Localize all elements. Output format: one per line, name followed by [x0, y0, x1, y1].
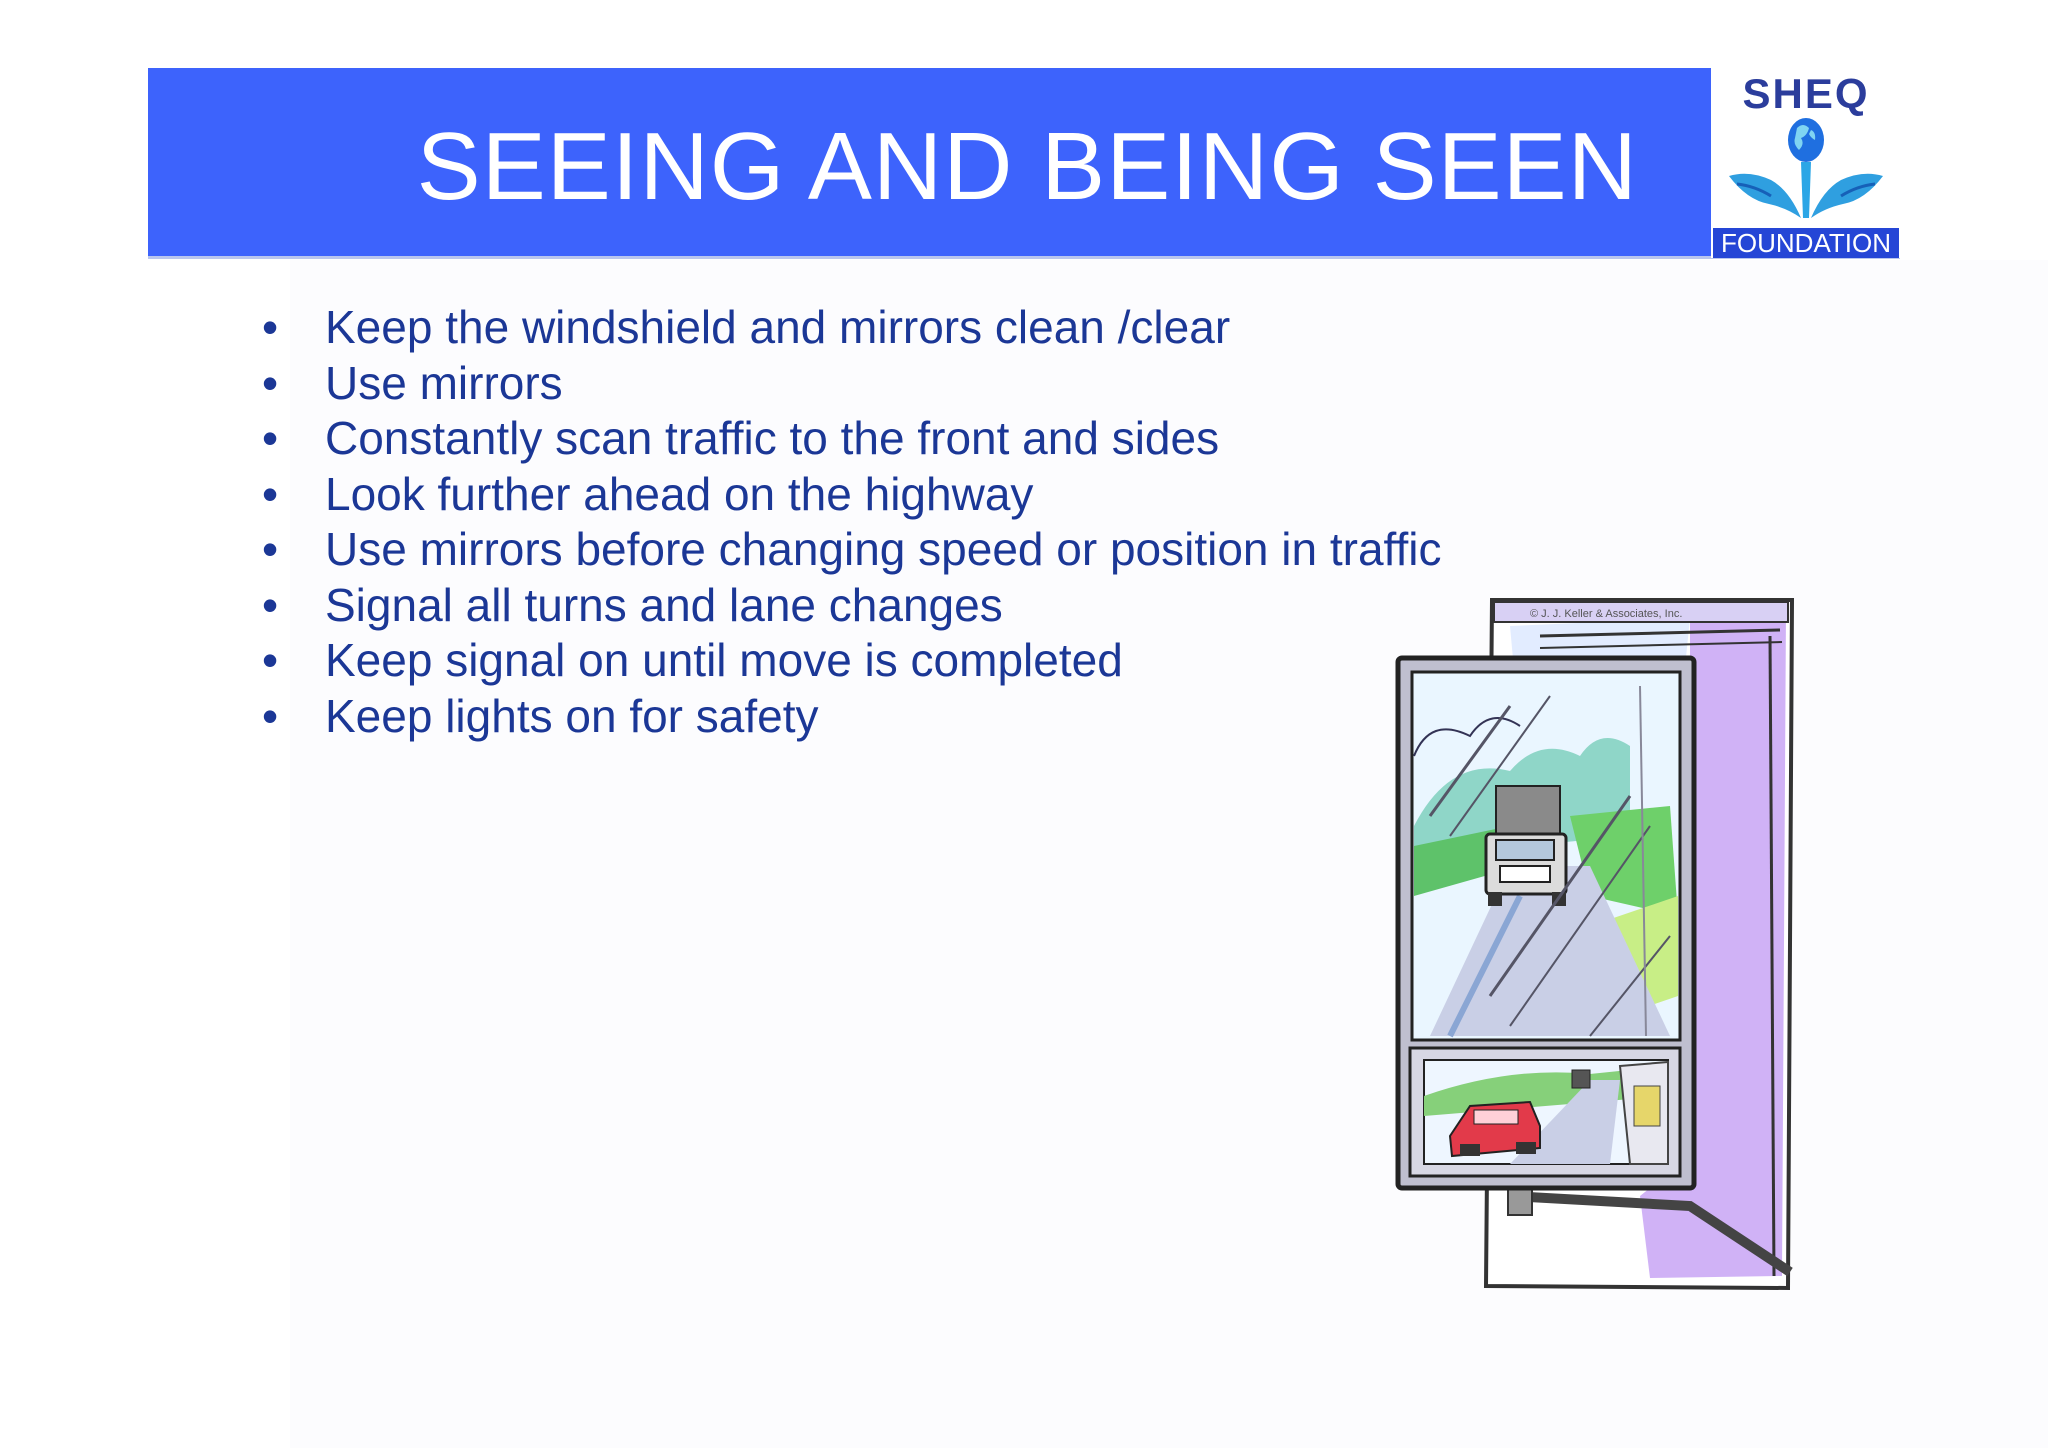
bullet-text: Signal all turns and lane changes	[325, 578, 1003, 631]
list-item	[262, 356, 1412, 412]
list-item	[262, 689, 1412, 745]
slide-title: SEEING AND BEING SEEN	[416, 113, 1638, 220]
bullet-marker: •	[262, 523, 279, 575]
list-item	[262, 411, 1412, 467]
bullet-marker: •	[262, 412, 279, 464]
bullet-list	[262, 300, 1442, 744]
bullet-text: Use mirrors before changing speed or position in traffic	[325, 523, 1442, 575]
bullet-text: Use mirrors	[325, 356, 563, 409]
bullet-marker: •	[262, 578, 279, 631]
list-item	[262, 467, 1412, 523]
bullet-marker: •	[262, 467, 279, 520]
truck-side-mirror-illustration	[1390, 596, 1800, 1296]
logo-bottom-text: FOUNDATION	[1713, 228, 1899, 258]
bullet-text: Keep signal on until move is completed	[325, 634, 1123, 686]
illustration-credit: © J. J. Keller & Associates, Inc.	[1530, 608, 1683, 620]
sheq-foundation-logo	[1711, 68, 1901, 258]
bullet-text: Keep lights on for safety	[325, 689, 819, 742]
bullet-marker: •	[262, 301, 279, 353]
list-item	[262, 300, 1412, 356]
list-item	[262, 522, 1445, 578]
bullet-marker: •	[262, 356, 279, 409]
bullet-text: Constantly scan traffic to the front and sides	[325, 412, 1220, 464]
bullet-text: Keep the windshield and mirrors clean /clear	[325, 301, 1231, 353]
bullet-marker: •	[262, 689, 279, 742]
list-item	[262, 633, 1412, 689]
logo-top-text: SHEQ	[1742, 70, 1870, 117]
bullet-marker: •	[262, 634, 279, 686]
bullet-text: Look further ahead on the highway	[325, 467, 1034, 520]
list-item	[262, 578, 1412, 634]
